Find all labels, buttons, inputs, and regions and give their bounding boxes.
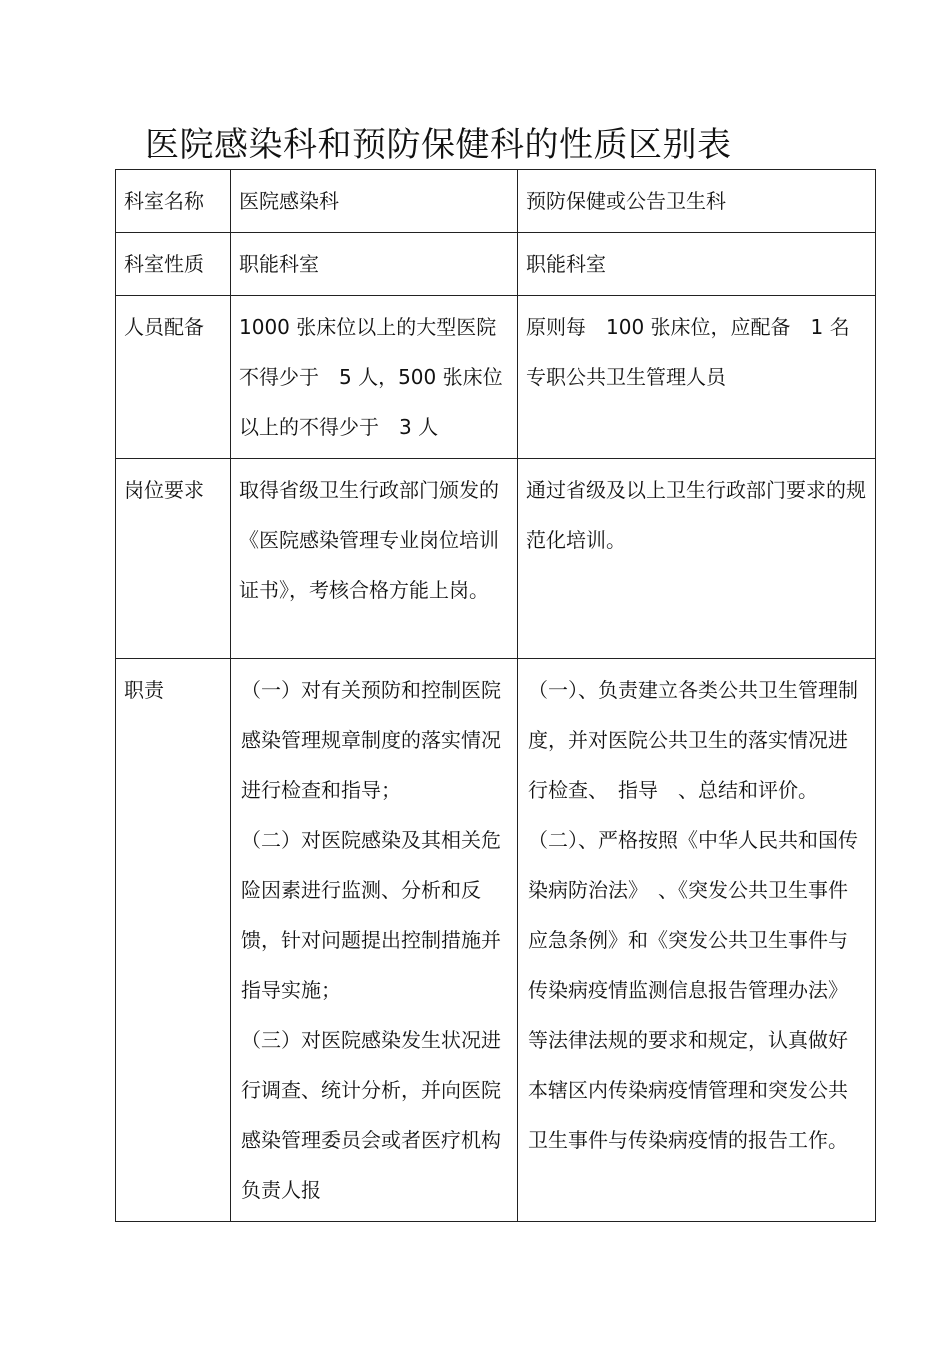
header-prevention-dept-cell: 预防保健或公告卫生科 xyxy=(518,170,876,233)
table-row xyxy=(116,459,876,659)
header-label-cell: 科室名称 xyxy=(116,170,231,233)
duty-paragraph: （三）对医院感染发生状况进行调查、统计分析，并向医院感染管理委员会或者医疗机构负责人报 xyxy=(241,1028,501,1202)
cell-infection-duties xyxy=(231,659,518,1222)
row-label-staffing: 人员配备 xyxy=(116,296,231,459)
table-row xyxy=(116,296,876,459)
cell-infection-requirements xyxy=(231,459,518,659)
cell-text: 职能科室 xyxy=(526,252,606,276)
cell-prevention-staffing xyxy=(518,296,876,459)
duty-paragraph: （一）对有关预防和控制医院感染管理规章制度的落实情况进行检查和指导； xyxy=(241,678,501,802)
cell-text: 1000 张床位以上的大型医院不得少于 5 人，500 张床位以上的不得少于 3 人 xyxy=(239,315,503,439)
cell-prevention-nature xyxy=(518,233,876,296)
cell-text: 取得省级卫生行政部门颁发的《医院感染管理专业岗位培训证书》，考核合格方能上岗。 xyxy=(239,478,499,602)
row-label-duties: 职责 xyxy=(116,659,231,1222)
cell-prevention-requirements xyxy=(518,459,876,659)
comparison-table xyxy=(115,169,876,1222)
table-header-row xyxy=(116,170,876,233)
table-row xyxy=(116,659,876,1222)
row-label-nature: 科室性质 xyxy=(116,233,231,296)
cell-prevention-duties xyxy=(518,659,876,1222)
page-title: 医院感染科和预防保健科的性质区别表 xyxy=(145,125,732,165)
duty-paragraph: （二）、严格按照《中华人民共和国传染病防治法》 、《突发公共卫生事件应急条例》和《突发公共卫生事件与传染病疫情监测信息报告管理办法》等法律法规的要求和规定，认真做好本辖区内传染病疫情管理和突发公共卫生事件与传染病疫情的报告工作。 xyxy=(528,828,858,1152)
cell-infection-staffing xyxy=(231,296,518,459)
cell-infection-nature xyxy=(231,233,518,296)
cell-text: 通过省级及以上卫生行政部门要求的规范化培训。 xyxy=(526,478,866,552)
table-row xyxy=(116,233,876,296)
cell-text: 职能科室 xyxy=(239,252,319,276)
duty-paragraph: （二）对医院感染及其相关危险因素进行监测、分析和反馈，针对问题提出控制措施并指导实施； xyxy=(241,828,501,1002)
cell-text: 原则每 100 张床位，应配备 1 名专职公共卫生管理人员 xyxy=(526,315,850,389)
header-infection-dept-cell: 医院感染科 xyxy=(231,170,518,233)
duty-paragraph: （一）、负责建立各类公共卫生管理制度，并对医院公共卫生的落实情况进行检查、 指导 、总结和评价。 xyxy=(528,678,858,802)
row-label-requirements: 岗位要求 xyxy=(116,459,231,659)
